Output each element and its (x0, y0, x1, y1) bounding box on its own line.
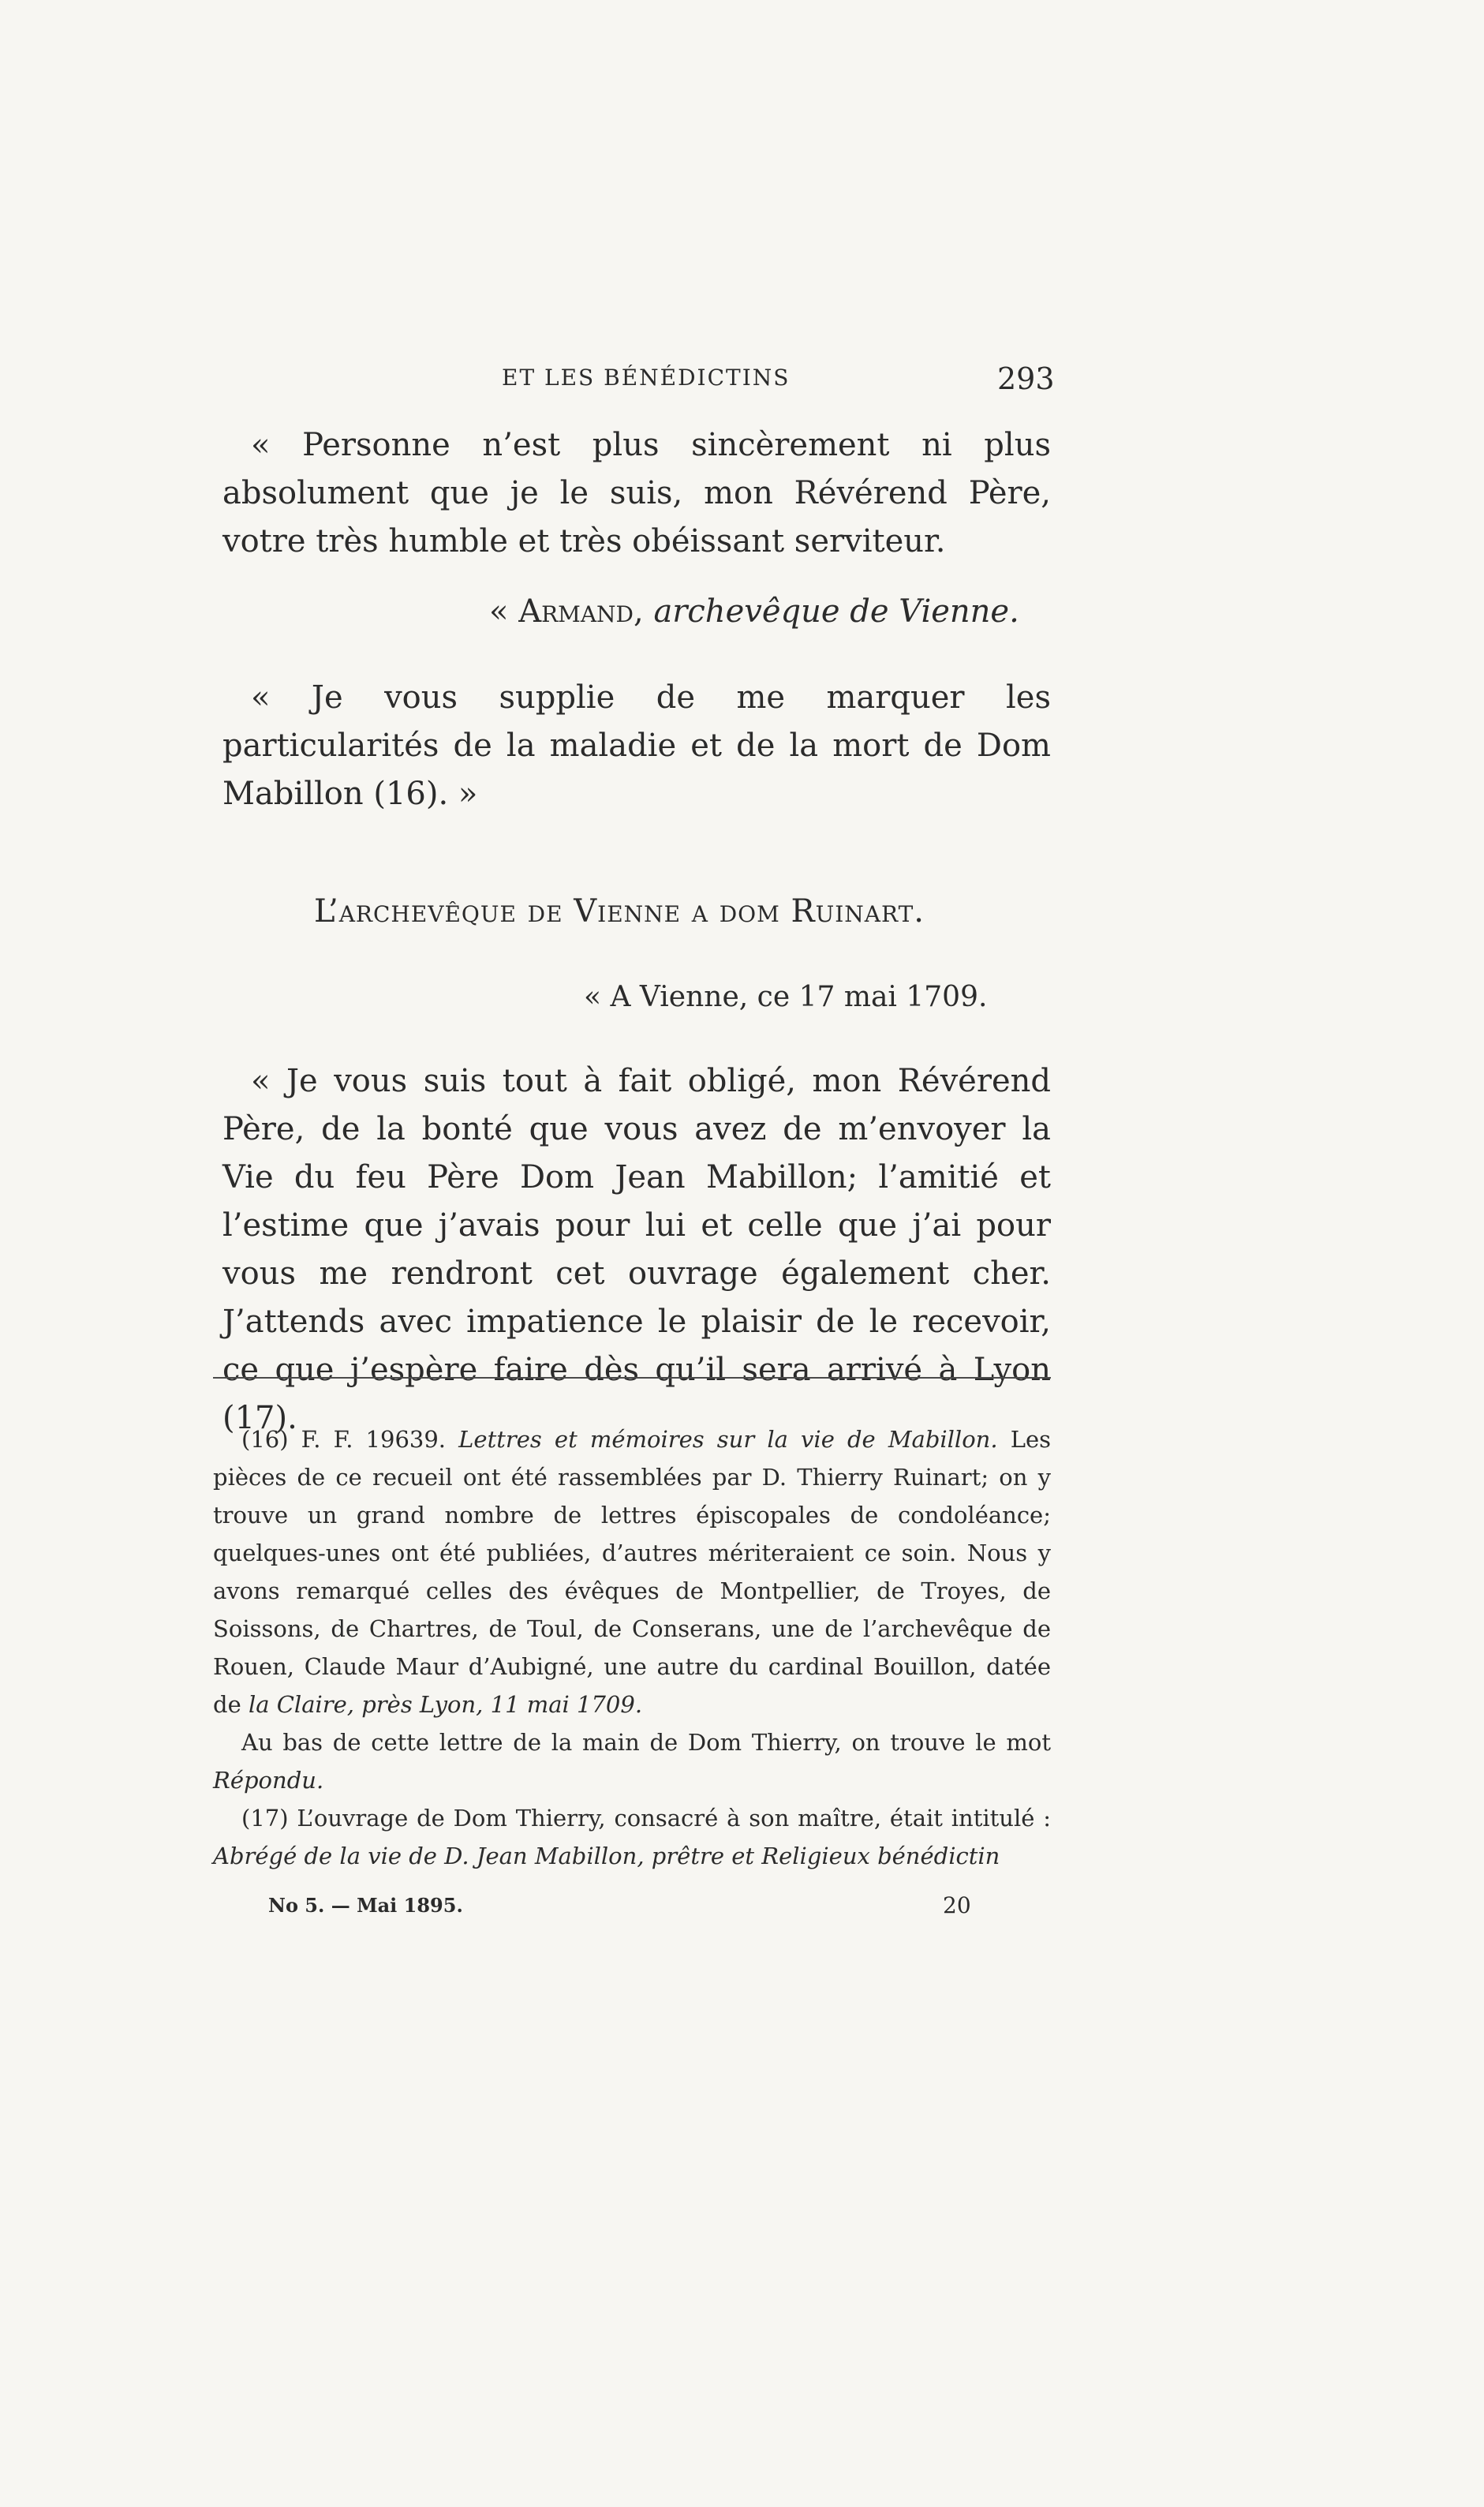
footnote-16-extra-text: Au bas de cette lettre de la main de Dom Thierry, on trouve le mot (241, 1729, 1051, 1756)
page-number: 293 (997, 361, 1055, 396)
footnote-16-ref: (16) F. F. 19639. (241, 1426, 447, 1453)
footnote-16-extra-word: Répondu. (213, 1767, 324, 1794)
letter-closing (222, 421, 1051, 566)
issue-line: No 5. — Mai 1895. (268, 1894, 463, 1917)
postscript (222, 674, 1051, 818)
footnote-16-title: Lettres et mémoires sur la vie de Mabillon. (458, 1426, 998, 1453)
footnote-16-extra (213, 1723, 1051, 1799)
signature-title: archevêque de Vienne. (653, 593, 1019, 630)
footnote-17-title: Abrégé de la vie de D. Jean Mabillon, prêtre et Religieux bénédictin (213, 1843, 1000, 1869)
footnote-divider (213, 1377, 1051, 1379)
footnote-16-text: Les pièces de ce recueil ont été rassemblées par D. Thierry Ruinart; on y trouve un grand nombre de lettres épiscopales de condoléance; quelques-unes ont été publiées, d’autres mériteraient ce soin. Nous y avons remarqué celles des évêques de Montpellier, de Troyes, de Soissons, de Chartres, de Toul, de Conserans, une de l’archevêque de Rouen, Claude Maur d’Aubigné, une autre du cardinal Bouillon, datée de (213, 1426, 1052, 1718)
running-header: ET LES BÉNÉDICTINS (502, 365, 791, 391)
signature-name: « Armand, (489, 593, 644, 630)
section-title: L’archevêque de Vienne a dom Ruinart. (314, 893, 925, 930)
footnote-16 (213, 1420, 1051, 1723)
letter2-paragraph: « Je vous suis tout à fait obligé, mon Révérend Père, de la bonté que vous avez de m’envoyer la Vie du feu Père Dom Jean Mabillon; l’amitié et l’estime que j’avais pour lui et celle que j’ai pour vous me rendront cet ouvrage également cher. J’attends avec impatience le plaisir de le recevoir, ce que j’espère faire dès qu’il sera arrivé à Lyon (17). (222, 1063, 1051, 1436)
closing-paragraph: « Personne n’est plus sincèrement ni plus absolument que je le suis, mon Révérend Père, votre très humble et très obéissant serviteur. (222, 427, 1051, 559)
letter2-body (222, 1057, 1051, 1442)
footnotes (213, 1420, 1051, 1875)
footnote-16-date: 11 mai 1709. (490, 1691, 643, 1718)
signature (489, 593, 1019, 630)
signature-mark: 20 (943, 1892, 971, 1918)
footnote-16-place: la Claire, près Lyon, (248, 1691, 484, 1718)
footnote-17-ref: (17) L’ouvrage de Dom Thierry, consacré à son maître, était intitulé : (241, 1805, 1051, 1832)
footnote-17 (213, 1799, 1051, 1875)
dateline: « A Vienne, ce 17 mai 1709. (584, 981, 988, 1013)
postscript-paragraph: « Je vous supplie de me marquer les particularités de la maladie et de la mort de Dom Mabillon (16). » (222, 679, 1051, 812)
